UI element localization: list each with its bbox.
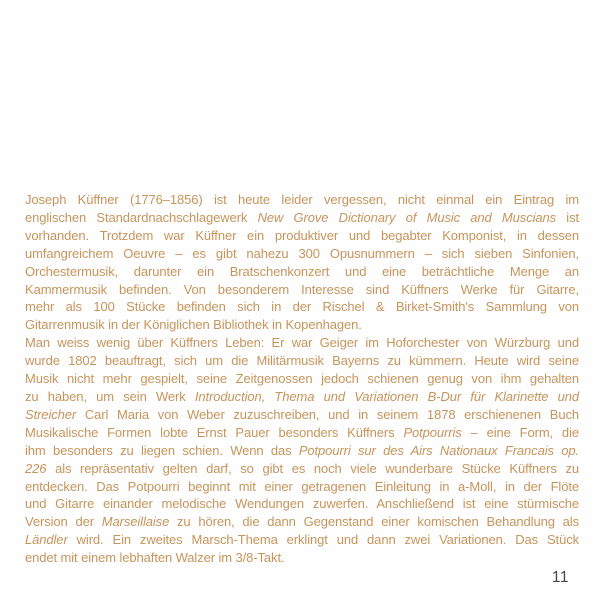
- text-segment: Gitarrenmusik in der Königlichen Bibliothek in Kopenhagen.: [25, 317, 362, 333]
- text-line: [25, 549, 579, 567]
- text-line: [25, 352, 579, 370]
- text-line: [25, 495, 579, 513]
- italic-text-segment: Introduction, Thema und Variationen B-Dur für Klarinette und: [194, 388, 579, 404]
- page-number: 11: [551, 569, 569, 586]
- text-segment: englischen Standardnachschlagewerk: [25, 209, 258, 225]
- text-line: [25, 245, 579, 263]
- italic-text-segment: New Grove Dictionary of Music and Muscians: [257, 209, 557, 225]
- text-line: [25, 370, 579, 388]
- text-segment: ist: [556, 209, 579, 225]
- text-line: [25, 478, 579, 496]
- italic-text-segment: Ländler: [25, 532, 68, 548]
- text-segment: ihm besonders zu liegen schien. Wenn das: [25, 442, 299, 458]
- text-segment: umfangreichem Oeuvre – es gibt nahezu 300 Opusnummern – sich sieben Sinfonien,: [25, 245, 579, 261]
- text-segment: Musik nicht mehr gespielt, seine Zeitgenossen jedoch schienen genug von ihm gehalten: [25, 371, 579, 387]
- italic-text-segment: Marseillaise: [101, 514, 170, 530]
- text-segment: Musikalische Formen lobte Ernst Pauer besonders Küffners: [25, 424, 404, 440]
- italic-text-segment: Potpourri sur des Airs Nationaux Francais op.: [298, 442, 579, 458]
- text-segment: Version der: [25, 514, 102, 530]
- text-segment: endet mit einem lebhaften Walzer im 3/8-Takt.: [25, 550, 285, 566]
- text-segment: Carl Maria von Weber zuzuschreiben, und in seinem 1878 erschienenen Buch: [76, 406, 579, 422]
- text-segment: zu hören, die dann Gegenstand einer komischen Behandlung als: [169, 514, 579, 530]
- text-line: [25, 513, 579, 531]
- italic-text-segment: Streicher: [25, 406, 77, 422]
- text-line: [25, 460, 579, 478]
- text-segment: Kammermusik befinden. Von besonderem Interesse sind Küffners Werke für Gitarre,: [25, 281, 579, 297]
- text-line: [25, 334, 579, 352]
- text-segment: Man weiss wenig über Küffners Leben: Er war Geiger im Hoforchester von Würzburg und: [25, 335, 579, 351]
- text-line: [25, 406, 579, 424]
- text-line: [25, 442, 579, 460]
- text-line: [25, 298, 579, 316]
- italic-text-segment: Potpourris: [403, 424, 462, 440]
- text-segment: – eine Form, die: [461, 424, 579, 440]
- text-line: [25, 531, 579, 549]
- text-line: [25, 263, 579, 281]
- text-segment: zu haben, um sein Werk: [25, 388, 195, 404]
- text-line: [25, 281, 579, 299]
- text-line: [25, 227, 579, 245]
- text-line: [25, 424, 579, 442]
- text-segment: wird. Ein zweites Marsch-Thema erklingt und dann zwei Variationen. Das Stück: [67, 532, 579, 548]
- text-segment: wurde 1802 beauftragt, sich um die Militärmusik Bayerns zu kümmern. Heute wird seine: [25, 353, 579, 369]
- text-segment: Joseph Küffner (1776–1856) ist heute leider vergessen, nicht einmal ein Eintrag im: [25, 192, 579, 207]
- text-line: [25, 388, 579, 406]
- text-segment: mehr als 100 Stücke befinden sich in der Rischel & Birket-Smith's Sammlung von: [25, 299, 579, 315]
- text-segment: Orchestermusik, darunter ein Bratschenkonzert und eine beträchtliche Menge an: [25, 263, 579, 279]
- liner-notes-text: [25, 191, 579, 567]
- italic-text-segment: 226: [25, 460, 47, 476]
- text-segment: und Gitarre einander melodische Wendungen zuwerfen. Anschließend ist eine stürmische: [25, 496, 579, 512]
- text-segment: entdecken. Das Potpourri beginnt mit einer getragenen Einleitung in a-Moll, in der Flöte: [25, 478, 579, 494]
- text-line: [25, 191, 579, 209]
- text-line: [25, 316, 579, 334]
- text-segment: vorhanden. Trotzdem war Küffner ein produktiver und begabter Komponist, in dessen: [25, 227, 579, 243]
- text-segment: als repräsentativ gelten darf, so gibt es noch viele wunderbare Stücke Küffners zu: [46, 460, 579, 476]
- text-line: [25, 209, 579, 227]
